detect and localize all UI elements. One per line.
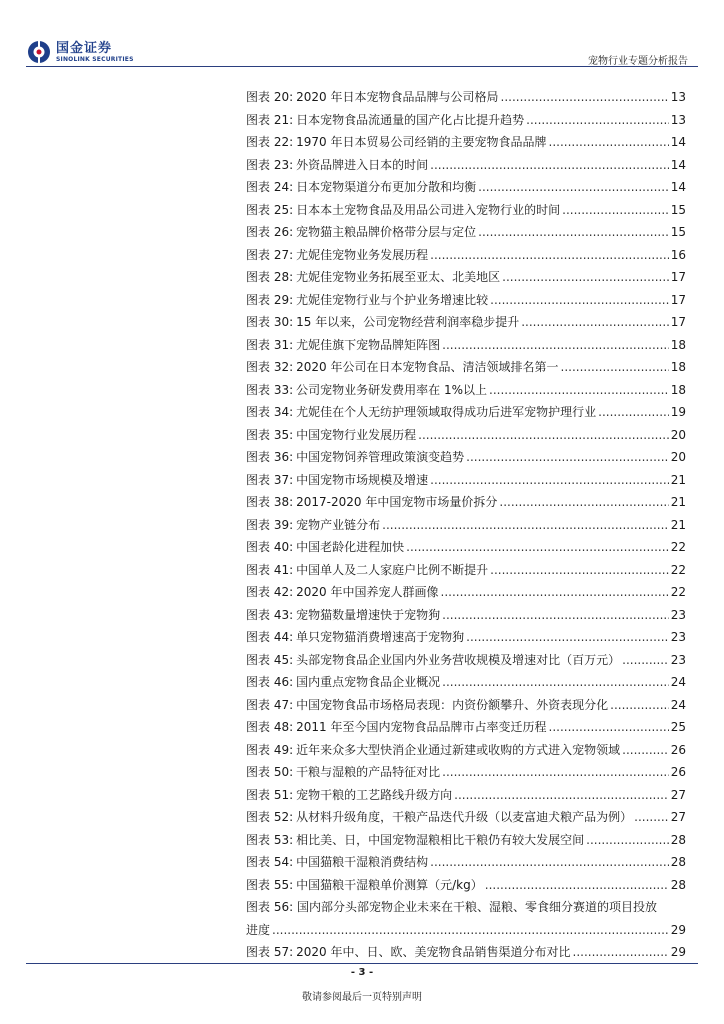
toc-leader-dots [573, 941, 669, 964]
toc-entry[interactable] [246, 649, 686, 672]
toc-leader-dots [634, 806, 669, 829]
toc-entry-label: 图表 36: [246, 450, 294, 464]
toc-entry-title: 尤妮佳宠物业务拓展至亚太、北美地区 [296, 270, 501, 284]
toc-leader-dots [430, 851, 669, 874]
toc-leader-dots [454, 784, 669, 807]
toc-entry-page: 23 [670, 630, 686, 644]
toc-entry-title: 单只宠物猫消费增速高于宠物狗 [296, 630, 465, 644]
toc-entry-label: 图表 28: [246, 270, 294, 284]
toc-entry-title: 相比美、日，中国宠物湿粮相比干粮仍有较大发展空间 [296, 832, 585, 847]
logo-chinese-name: 国金证券 [56, 40, 113, 56]
page-number: - 3 - [350, 967, 374, 978]
toc-entry-label: 图表 29: [246, 292, 294, 307]
toc-entry-label: 图表 46: [246, 675, 294, 689]
toc-entry-title: 2020 年日本宠物食品品牌与公司格局 [296, 90, 499, 104]
toc-leader-dots [549, 131, 669, 154]
toc-leader-dots [526, 109, 669, 132]
toc-entry-title: 国内重点宠物食品企业概况 [296, 675, 441, 689]
toc-entry-title: 15 年以来，公司宠物经营利润率稳步提升 [296, 315, 520, 329]
toc-entry-title: 日本本土宠物食品及用品公司进入宠物行业的时间 [296, 202, 561, 217]
toc-entry-title: 从材料升级角度，干粮产品迭代升级（以麦富迪犬粮产品为例） [296, 810, 633, 824]
toc-leader-dots [430, 154, 669, 177]
report-title: 宠物行业专题分析报告 [588, 56, 688, 67]
toc-entry-page: 22 [670, 562, 686, 577]
logo-english-name: SINOLINK SECURITIES [56, 55, 134, 63]
toc-entry-label: 图表 50: [246, 765, 294, 779]
toc-entry-title: 2020 年中国养宠人群画像 [296, 585, 439, 599]
toc-leader-dots [406, 536, 669, 559]
toc-entry[interactable] [246, 176, 686, 199]
toc-entry-page: 14 [670, 157, 686, 172]
toc-entry-title: 公司宠物业务研发费用率在 1%以上 [296, 382, 487, 397]
toc-entry-title: 宠物产业链分布 [296, 517, 381, 532]
toc-entry-title: 干粮与湿粮的产品特征对比 [296, 765, 441, 779]
toc-leader-dots [562, 199, 669, 222]
toc-entry[interactable] [246, 851, 686, 874]
toc-entry[interactable] [246, 716, 686, 739]
toc-leader-dots [466, 446, 669, 469]
toc-entry-title: 中国宠物行业发展历程 [296, 427, 417, 442]
toc-leader-dots [610, 694, 669, 717]
toc-entry-page: 15 [670, 225, 686, 239]
toc-entry-label: 图表 52: [246, 810, 294, 824]
toc-leader-dots [442, 671, 669, 694]
toc-leader-dots [490, 559, 669, 582]
disclaimer-text: 敬请参阅最后一页特别声明 [302, 992, 422, 1003]
toc-entry-label: 图表 26: [246, 225, 294, 239]
toc-entry[interactable] [246, 514, 686, 537]
toc-entry-label: 图表 34: [246, 405, 294, 419]
toc-entry-label: 图表 40: [246, 540, 294, 554]
toc-entry-wrapped[interactable] [246, 896, 686, 941]
toc-entry-page: 29 [670, 922, 686, 937]
toc-entry-label: 图表 27: [246, 247, 294, 262]
toc-entry[interactable] [246, 806, 686, 829]
toc-entry-label: 图表 20: [246, 90, 294, 104]
toc-entry-page: 18 [670, 382, 686, 397]
toc-entry-page: 27 [670, 787, 686, 802]
toc-entry-title: 2020 年中、日、欧、美宠物食品销售渠道分布对比 [296, 945, 571, 959]
toc-leader-dots [442, 604, 669, 627]
toc-entry-label: 图表 31: [246, 337, 294, 352]
toc-entry-title: 尤妮佳宠物行业与个护业务增速比较 [296, 292, 489, 307]
toc-entry-page: 19 [670, 405, 686, 419]
toc-leader-dots [521, 311, 668, 334]
toc-entry[interactable] [246, 469, 686, 492]
toc-leader-dots [561, 356, 669, 379]
toc-entry[interactable] [246, 424, 686, 447]
toc-leader-dots [622, 649, 669, 672]
toc-entry[interactable] [246, 109, 686, 132]
toc-entry-title: 中国宠物食品市场格局表现：内资份额攀升、外资表现分化 [296, 697, 609, 712]
footer-divider [26, 963, 698, 964]
toc-entry-label: 图表 21: [246, 112, 294, 127]
toc-entry[interactable] [246, 671, 686, 694]
toc-entry-title: 中国猫粮干湿粮单价测算（元/kg） [296, 877, 483, 892]
toc-entry[interactable] [246, 784, 686, 807]
toc-entry-page: 17 [670, 270, 686, 284]
toc-entry-title: 尤妮佳宠物业务发展历程 [296, 247, 429, 262]
toc-entry-label: 图表 25: [246, 202, 294, 217]
toc-leader-dots [418, 424, 669, 447]
toc-entry-title: 中国猫粮干湿粮消费结构 [296, 855, 429, 869]
toc-entry-label: 图表 33: [246, 382, 294, 397]
toc-entry-label: 图表 55: [246, 877, 294, 892]
toc-entry-title: 2011 年至今国内宠物食品品牌市占率变迁历程 [296, 720, 547, 734]
toc-entry-page: 28 [670, 855, 686, 869]
toc-entry-label: 图表 32: [246, 360, 294, 374]
toc-leader-dots [485, 874, 669, 897]
toc-entry-label: 图表 30: [246, 315, 294, 329]
toc-entry-label: 图表 48: [246, 720, 294, 734]
toc-entry[interactable] [246, 379, 686, 402]
toc-leader-dots [442, 334, 669, 357]
toc-leader-dots [478, 176, 669, 199]
toc-entry-page: 23 [670, 607, 686, 622]
toc-entry[interactable] [246, 491, 686, 514]
toc-entry-title: 宠物干粮的工艺路线升级方向 [296, 787, 453, 802]
toc-entry-page: 26 [670, 742, 686, 757]
toc-entry-page: 24 [670, 697, 686, 712]
toc-entry-title: 2020 年公司在日本宠物食品、清洁领域排名第一 [296, 360, 559, 374]
toc-entry-title: 2017-2020 年中国宠物市场量价拆分 [296, 495, 498, 509]
toc-leader-dots [499, 491, 668, 514]
toc-entry-page: 13 [670, 112, 686, 127]
toc-entry-page: 28 [670, 877, 686, 892]
toc-entry-title-continued: 进度 [246, 922, 271, 937]
toc-leader-dots [490, 289, 669, 312]
toc-leader-dots [466, 626, 669, 649]
toc-entry[interactable] [246, 604, 686, 627]
toc-entry-title: 日本宠物渠道分布更加分散和均衡 [296, 180, 477, 194]
toc-leader-dots [502, 266, 669, 289]
toc-entry-label: 图表 35: [246, 427, 294, 442]
toc-entry-title: 中国老龄化进程加快 [296, 540, 405, 554]
toc-entry-title: 宠物猫主粮品牌价格带分层与定位 [296, 225, 477, 239]
toc-entry-page: 17 [670, 315, 686, 329]
toc-entry-label: 图表 54: [246, 855, 294, 869]
toc-entry[interactable] [246, 266, 686, 289]
toc-entry-page: 25 [670, 720, 686, 734]
toc-leader-dots [441, 581, 669, 604]
toc-entry[interactable] [246, 761, 686, 784]
toc-entry-page: 14 [670, 135, 686, 149]
toc-entry-page: 27 [670, 810, 686, 824]
toc-entry[interactable] [246, 131, 686, 154]
toc-leader-dots [598, 401, 669, 424]
toc-entry-page: 22 [670, 540, 686, 554]
toc-leader-dots [430, 244, 669, 267]
toc-entry-page: 21 [670, 472, 686, 487]
toc-entry-page: 24 [670, 675, 686, 689]
toc-entry-label: 图表 39: [246, 517, 294, 532]
toc-entry-title: 宠物猫数量增速快于宠物狗 [296, 607, 441, 622]
toc-leader-dots [430, 469, 669, 492]
toc-entry-page: 21 [670, 495, 686, 509]
toc-entry-label: 图表 45: [246, 652, 294, 667]
toc-entry-label: 图表 56: [246, 900, 294, 914]
toc-entry[interactable] [246, 356, 686, 379]
toc-entry-title: 1970 年日本贸易公司经销的主要宠物食品品牌 [296, 135, 547, 149]
toc-entry[interactable] [246, 401, 686, 424]
toc-entry-title: 外资品牌进入日本的时间 [296, 157, 429, 172]
toc-entry-title: 头部宠物食品企业国内外业务营收规模及增速对比（百万元） [296, 652, 621, 667]
toc-entry-page: 14 [670, 180, 686, 194]
toc-entry[interactable] [246, 626, 686, 649]
toc-entry-page: 23 [670, 652, 686, 667]
toc-entry[interactable] [246, 334, 686, 357]
toc-entry-page: 20 [670, 427, 686, 442]
toc-entry-title: 中国单人及二人家庭户比例不断提升 [296, 562, 489, 577]
toc-entry-page: 21 [670, 517, 686, 532]
toc-entry[interactable] [246, 559, 686, 582]
toc-entry[interactable] [246, 311, 686, 334]
toc-entry[interactable] [246, 874, 686, 897]
toc-entry-label: 图表 23: [246, 157, 294, 172]
toc-entry[interactable] [246, 694, 686, 717]
toc-entry-page: 17 [670, 292, 686, 307]
toc-entry-title: 中国宠物饲养管理政策演变趋势 [296, 450, 465, 464]
toc-entry-label: 图表 38: [246, 495, 294, 509]
toc-entry-label: 图表 41: [246, 562, 294, 577]
toc-entry-label: 图表 44: [246, 630, 294, 644]
toc-entry[interactable] [246, 244, 686, 267]
toc-entry[interactable] [246, 536, 686, 559]
toc-entry-page: 16 [670, 247, 686, 262]
toc-leader-dots [501, 86, 669, 109]
toc-entry[interactable] [246, 221, 686, 244]
toc-entry-page: 22 [670, 585, 686, 599]
toc-entry-page: 18 [670, 337, 686, 352]
toc-entry-page: 26 [670, 765, 686, 779]
toc-entry-label: 图表 47: [246, 697, 294, 712]
toc-entry-title: 尤妮佳在个人无纺护理领域取得成功后进军宠物护理行业 [296, 405, 597, 419]
toc-entry-title: 近年来众多大型快消企业通过新建或收购的方式进入宠物领域 [296, 742, 621, 757]
toc-entry[interactable] [246, 446, 686, 469]
toc-entry[interactable] [246, 154, 686, 177]
toc-entry-title: 日本宠物食品流通量的国产化占比提升趋势 [296, 112, 525, 127]
toc-entry-page: 29 [670, 945, 686, 959]
toc-entry-label: 图表 53: [246, 832, 294, 847]
toc-entry-title: 国内部分头部宠物企业未来在干粮、湿粮、零食细分赛道的项目投放 [296, 900, 657, 914]
toc-leader-dots [586, 829, 669, 852]
toc-leader-dots [382, 514, 669, 537]
toc-entry[interactable] [246, 581, 686, 604]
toc-entry-page: 28 [670, 832, 686, 847]
toc-entry-title: 尤妮佳旗下宠物品牌矩阵图 [296, 337, 441, 352]
toc-entry-page: 15 [670, 202, 686, 217]
toc-entry[interactable] [246, 199, 686, 222]
figure-list [246, 86, 686, 964]
page-header [0, 0, 724, 80]
toc-entry-page: 20 [670, 450, 686, 464]
toc-leader-dots [549, 716, 669, 739]
toc-entry-label: 图表 24: [246, 180, 294, 194]
sinolink-logo [26, 38, 134, 66]
toc-entry-label: 图表 51: [246, 787, 294, 802]
toc-entry-label: 图表 22: [246, 135, 294, 149]
toc-leader-dots [489, 379, 669, 402]
toc-entry-label: 图表 42: [246, 585, 294, 599]
toc-entry[interactable] [246, 739, 686, 762]
header-divider [26, 66, 698, 67]
toc-leader-dots [622, 739, 669, 762]
toc-entry[interactable] [246, 289, 686, 312]
toc-entry-page: 13 [670, 90, 686, 104]
toc-entry-label: 图表 43: [246, 607, 294, 622]
toc-leader-dots [478, 221, 669, 244]
toc-entry[interactable] [246, 86, 686, 109]
toc-leader-dots [442, 761, 669, 784]
toc-entry[interactable] [246, 829, 686, 852]
toc-entry-label: 图表 49: [246, 742, 294, 757]
toc-entry-title: 中国宠物市场规模及增速 [296, 472, 429, 487]
toc-entry-label: 图表 57: [246, 945, 294, 959]
toc-entry-page: 18 [670, 360, 686, 374]
toc-leader-dots [272, 919, 669, 942]
toc-entry-label: 图表 37: [246, 472, 294, 487]
toc-entry[interactable] [246, 941, 686, 964]
sinolink-logo-icon [26, 39, 52, 65]
